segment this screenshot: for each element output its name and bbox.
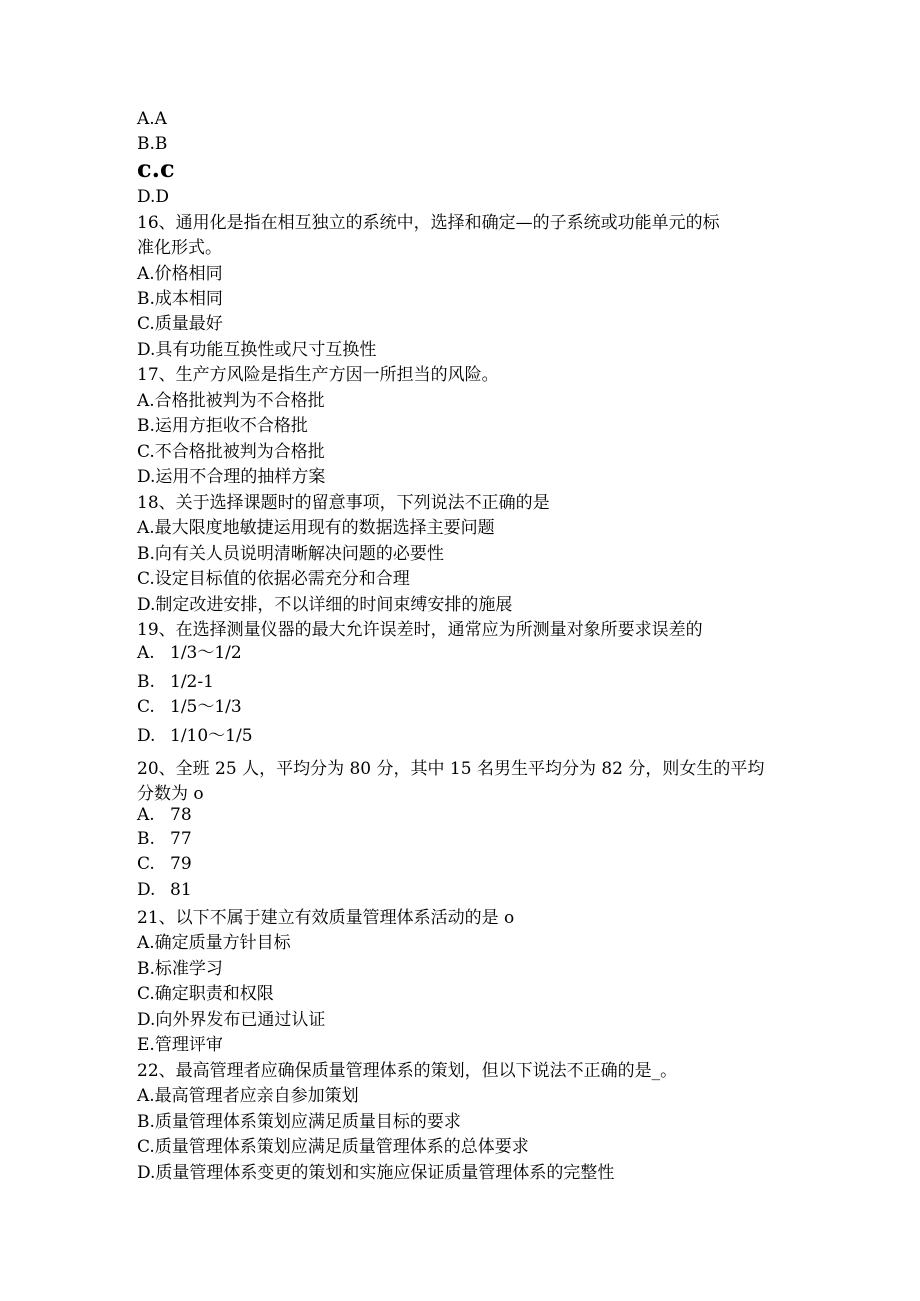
q22-stem: 22、最高管理者应确保质量管理体系的策划，但以下说法不正确的是_。: [137, 1061, 678, 1081]
option-value: 79: [170, 854, 192, 874]
q20-stem-line2: 分数为 o: [137, 784, 204, 804]
q18-option-c: C.设定目标值的依据必需充分和合理: [137, 569, 410, 589]
q20-option-c: [137, 852, 192, 876]
option-key: D.: [137, 880, 156, 900]
q16-stem-line1: 16、通用化是指在相互独立的系统中，选择和确定—的子系统或功能单元的标: [137, 213, 720, 233]
q16-option-d: D.具有功能互换性或尺寸互换性: [137, 340, 377, 360]
option-value: 81: [170, 880, 192, 900]
q19-option-a: [137, 641, 242, 665]
q22-option-a: A.最高管理者应亲自参加策划: [137, 1086, 359, 1106]
q21-option-e: E.管理评审: [137, 1035, 223, 1055]
option-key: A.: [137, 805, 155, 825]
q18-stem: 18、关于选择课题时的留意事项，下列说法不正确的是: [137, 493, 550, 513]
q18-option-a: A.最大限度地敏捷运用现有的数据选择主要问题: [137, 518, 495, 538]
q17-stem: 17、生产方风险是指生产方因一所担当的风险。: [137, 365, 499, 385]
q15-option-b: B.B: [137, 134, 168, 154]
option-value: 1/2-1: [170, 672, 214, 692]
q17-option-c: C.不合格批被判为合格批: [137, 442, 325, 462]
option-value: 77: [170, 829, 192, 849]
q15-option-a: A.A: [137, 109, 167, 129]
q20-option-b: [137, 827, 192, 851]
option-key: B.: [137, 829, 155, 849]
q17-option-b: B.运用方拒收不合格批: [137, 416, 308, 436]
q21-option-c: C.确定职责和权限: [137, 984, 274, 1004]
q15-option-c: c.c: [137, 154, 175, 183]
option-key: D.: [137, 726, 156, 746]
q21-option-a: A.确定质量方针目标: [137, 933, 291, 953]
q20-option-a: [137, 803, 192, 827]
q21-stem: 21、以下不属于建立有效质量管理体系活动的是 o: [137, 908, 515, 928]
option-value: 1/5～1/3: [170, 697, 242, 717]
q16-stem-line2: 准化形式。: [137, 238, 222, 258]
option-key: C.: [137, 854, 155, 874]
q19-option-c: [137, 695, 242, 719]
q21-option-d: D.向外界发布已通过认证: [137, 1010, 326, 1030]
option-value: 78: [170, 805, 192, 825]
q16-option-b: B.成本相同: [137, 289, 223, 309]
q15-option-d: D.D: [137, 187, 170, 207]
option-value: 1/10～1/5: [170, 726, 253, 746]
option-key: B.: [137, 672, 155, 692]
option-key: A.: [137, 643, 155, 663]
q20-stem-line1: 20、全班 25 人，平均分为 80 分，其中 15 名男生平均分为 82 分，则女生的平均: [137, 759, 765, 779]
q16-option-a: A.价格相同: [137, 264, 223, 284]
q17-option-d: D.运用不合理的抽样方案: [137, 467, 326, 487]
option-value: 1/3～1/2: [170, 643, 242, 663]
q19-stem: 19、在选择测量仪器的最大允许误差时，通常应为所测量对象所要求误差的: [137, 620, 703, 640]
q22-option-c: C.质量管理体系策划应满足质量管理体系的总体要求: [137, 1137, 529, 1157]
q16-option-c: C.质量最好: [137, 314, 223, 334]
q19-option-b: [137, 670, 214, 694]
q19-option-d: [137, 724, 253, 748]
option-key: C.: [137, 697, 155, 717]
q22-option-b: B.质量管理体系策划应满足质量目标的要求: [137, 1112, 461, 1132]
q21-option-b: B.标准学习: [137, 959, 223, 979]
q18-option-b: B.向有关人员说明清晰解决问题的必要性: [137, 544, 444, 564]
q18-option-d: D.制定改进安排，不以详细的时间束缚安排的施展: [137, 595, 513, 615]
q17-option-a: A.合格批被判为不合格批: [137, 391, 325, 411]
q22-option-d: D.质量管理体系变更的策划和实施应保证质量管理体系的完整性: [137, 1163, 615, 1183]
q20-option-d: [137, 878, 192, 902]
